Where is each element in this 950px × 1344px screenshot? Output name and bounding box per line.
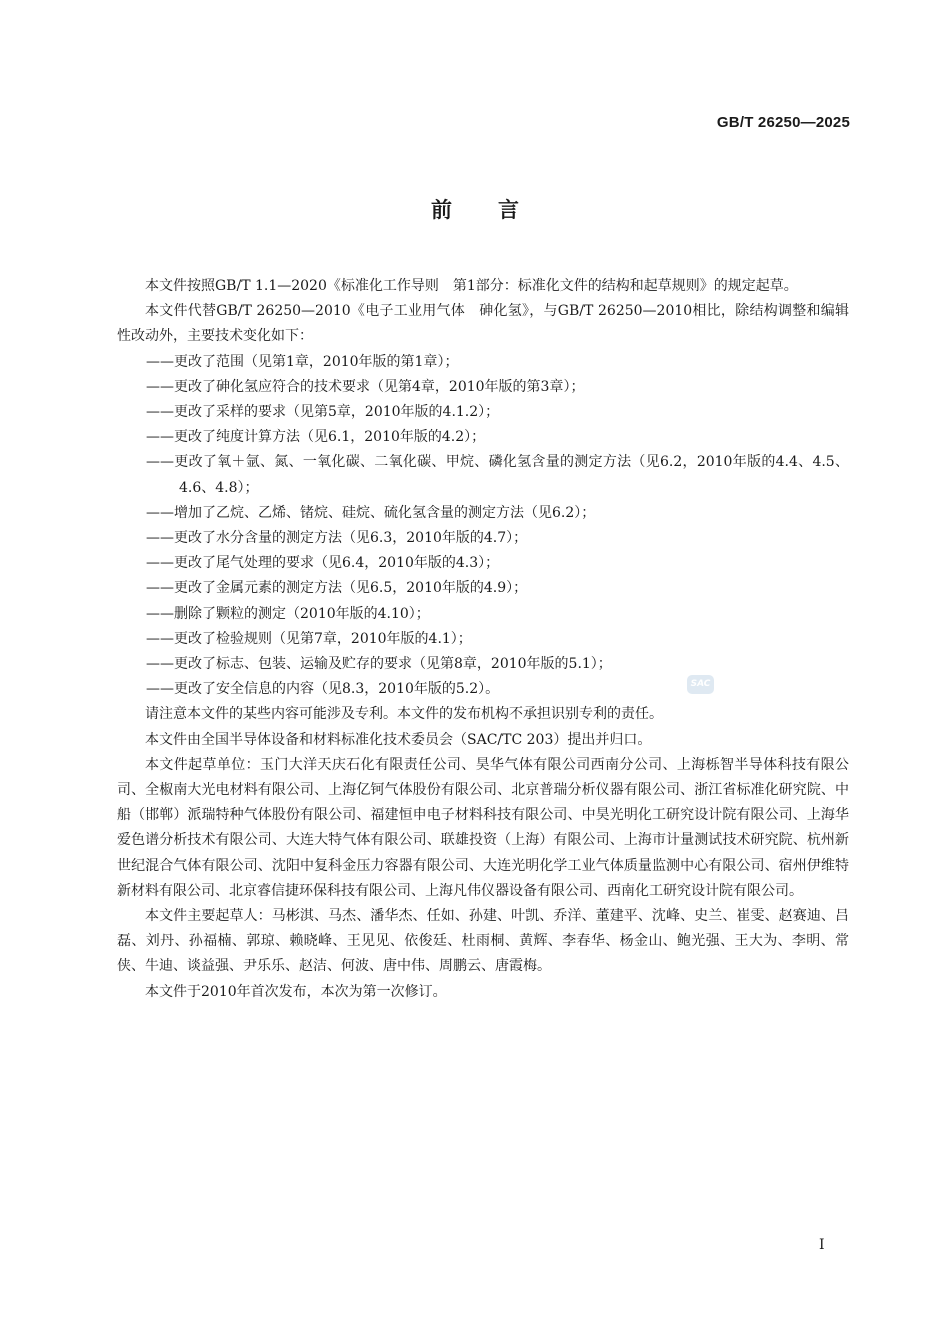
- change-item: ——更改了尾气处理的要求（见6.4，2010年版的4.3）；: [146, 555, 500, 572]
- change-item: ——更改了金属元素的测定方法（见6.5，2010年版的4.9）；: [146, 580, 528, 597]
- change-item: ——更改了安全信息的内容（见8.3，2010年版的5.2）。: [146, 681, 500, 698]
- change-item: ——更改了纯度计算方法（见6.1，2010年版的4.2）；: [146, 429, 486, 446]
- change-item: ——更改了氧＋氩、氮、一氧化碳、二氧化碳、甲烷、磷化氢含量的测定方法（见6.2，2010年版的4.4、4.5、4.6、4.8）；: [146, 454, 849, 496]
- change-item: ——更改了采样的要求（见第5章，2010年版的4.1.2）；: [146, 404, 500, 421]
- change-item: ——删除了颗粒的测定（2010年版的4.10）；: [146, 605, 430, 622]
- sac-watermark-logo: SAC: [687, 675, 714, 694]
- change-item: ——更改了标志、包装、运输及贮存的要求（见第8章，2010年版的5.1）；: [146, 656, 612, 673]
- change-item: ——更改了范围（见第1章，2010年版的第1章）；: [146, 353, 459, 370]
- change-item: ——更改了砷化氢应符合的技术要求（见第4章，2010年版的第3章）；: [146, 378, 585, 395]
- change-item: ——增加了乙烷、乙烯、锗烷、硅烷、硫化氢含量的测定方法（见6.2）；: [146, 504, 596, 521]
- paragraph-drafters: 本文件主要起草人：马彬淇、马杰、潘华杰、任如、孙建、叶凯、乔洋、董建平、沈峰、史兰、崔雯、赵赛迪、吕磊、刘丹、孙福楠、郭琼、赖晓峰、王见见、依俊廷、杜雨桐、黄辉、李春华、杨金山、鲍光强、王大为、李明、常侠、牛迪、谈益强、尹乐乐、赵洁、何波、唐中伟、周鹏云、唐霞梅。: [117, 908, 849, 975]
- paragraph-drafting-units: 本文件起草单位：玉门大洋天庆石化有限责任公司、昊华气体有限公司西南分公司、上海栎智半导体科技有限公司、全椒南大光电材料有限公司、上海亿钶气体股份有限公司、北京普瑞分析仪器有限公司、浙江省标准化研究院、中船（邯郸）派瑞特种气体股份有限公司、福建恒申电子材料科技有限公司、中昊光明化工研究设计院有限公司、上海华爱色谱分析技术有限公司、大连大特气体有限公司、联雄投资（上海）有限公司、上海市计量测试技术研究院、杭州新世纪混合气体有限公司、沈阳中复科金压力容器有限公司、大连光明化学工业气体质量监测中心有限公司、宿州伊维特新材料有限公司、北京睿信捷环保科技有限公司、上海凡伟仪器设备有限公司、西南化工研究设计院有限公司。: [117, 756, 849, 899]
- paragraph-proposer: 本文件由全国半导体设备和材料标准化技术委员会（SAC/TC 203）提出并归口。: [145, 731, 652, 748]
- foreword-body: [117, 274, 849, 1005]
- page-title: 前言: [431, 198, 565, 222]
- page-number: I: [819, 1237, 825, 1253]
- change-item: ——更改了水分含量的测定方法（见6.3，2010年版的4.7）；: [146, 530, 528, 547]
- paragraph-history: 本文件于2010年首次发布，本次为第一次修订。: [145, 983, 447, 1000]
- document-code: GB/T 26250—2025: [716, 114, 850, 131]
- paragraph-replacement: 本文件代替GB/T 26250—2010《电子工业用气体 砷化氢》，与GB/T 26250—2010相比，除结构调整和编辑性改动外，主要技术变化如下：: [117, 303, 849, 345]
- paragraph-drafting-rules: 本文件按照GB/T 1.1—2020《标准化工作导则 第1部分：标准化文件的结构和起草规则》的规定起草。: [145, 278, 798, 294]
- paragraph-patent-notice: 请注意本文件的某些内容可能涉及专利。本文件的发布机构不承担识别专利的责任。: [145, 706, 663, 723]
- change-item: ——更改了检验规则（见第7章，2010年版的4.1）；: [146, 630, 472, 647]
